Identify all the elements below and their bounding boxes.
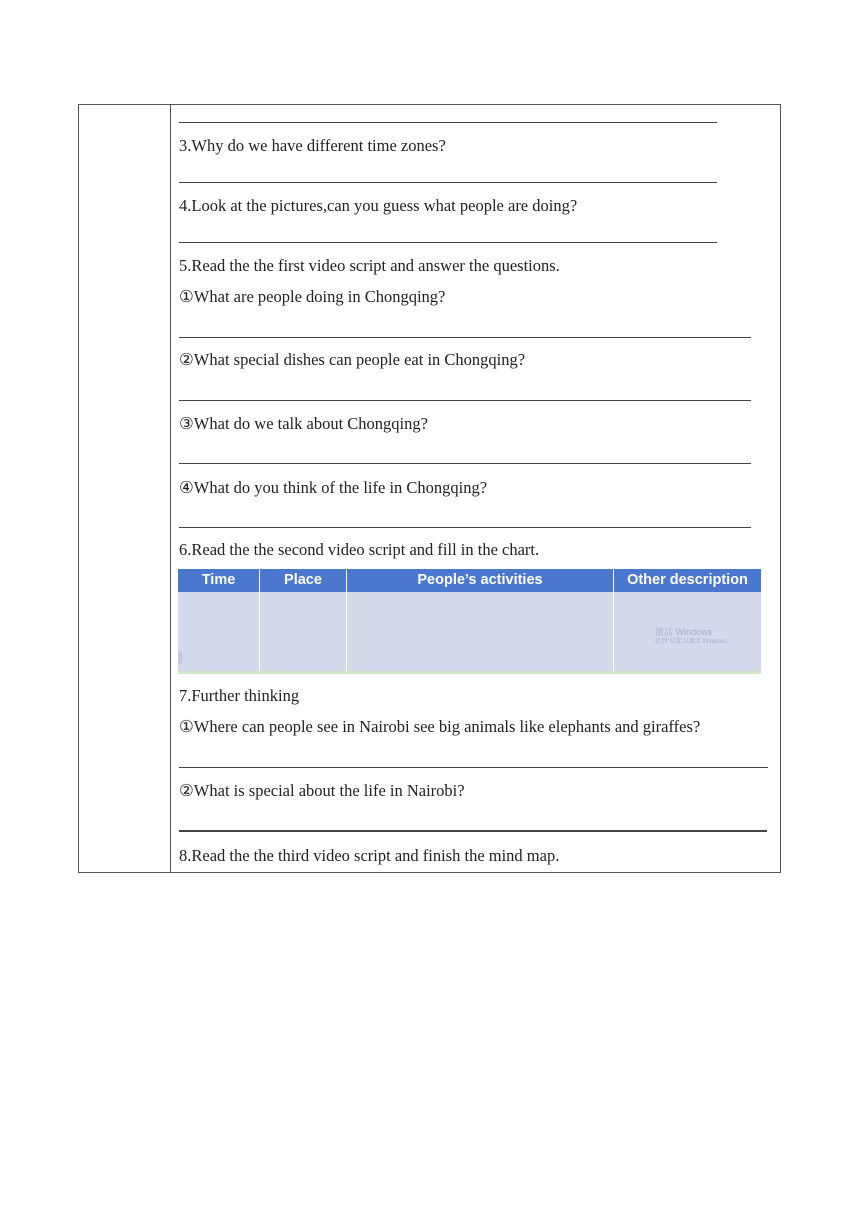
- watermark-line-2: 转到“设置”以激活 Windows。: [655, 639, 734, 645]
- answer-line: [179, 767, 768, 768]
- question-7: 7.Further thinking: [179, 686, 300, 705]
- question-8: 8.Read the the third video script and finish the mind map.: [179, 846, 560, 865]
- answer-line: [179, 182, 717, 183]
- question-5-1: ①What are people doing in Chongqing?: [179, 287, 446, 306]
- chart-cell-place: [260, 592, 347, 671]
- chart-header-place: Place: [260, 569, 347, 592]
- question-5-2: ②What special dishes can people eat in Chongqing?: [179, 350, 526, 369]
- chart-header-activities: People’s activities: [347, 569, 614, 592]
- chart-header-other: Other description: [627, 572, 748, 588]
- watermark-line-1: 激活 Windows: [655, 627, 713, 637]
- activity-chart-image: [178, 569, 761, 674]
- question-5-4: ④What do you think of the life in Chongqing?: [179, 478, 488, 497]
- answer-line: [179, 122, 717, 123]
- question-3: 3.Why do we have different time zones?: [179, 136, 446, 155]
- chart-header-time: Time: [178, 569, 260, 592]
- chart-cell-activities: [347, 592, 614, 671]
- question-5: 5.Read the the first video script and answer the questions.: [179, 256, 560, 275]
- answer-line: [179, 830, 767, 832]
- question-7-2: ②What is special about the life in Nairobi?: [179, 781, 465, 800]
- question-4: 4.Look at the pictures,can you guess what people are doing?: [179, 196, 578, 215]
- question-5-3: ③What do we talk about Chongqing?: [179, 414, 428, 433]
- answer-line: [179, 400, 751, 401]
- activation-watermark: [655, 627, 733, 647]
- chart-cell-time: [178, 592, 260, 671]
- question-7-1: ①Where can people see in Nairobi see big animals like elephants and giraffes?: [179, 717, 701, 736]
- answer-line: [179, 527, 751, 528]
- answer-line: [179, 463, 751, 464]
- answer-line: [179, 337, 751, 338]
- chart-header-row: [178, 569, 761, 592]
- left-column-cell: [79, 105, 171, 872]
- answer-line: [179, 242, 717, 243]
- question-6: 6.Read the the second video script and fill in the chart.: [179, 540, 540, 559]
